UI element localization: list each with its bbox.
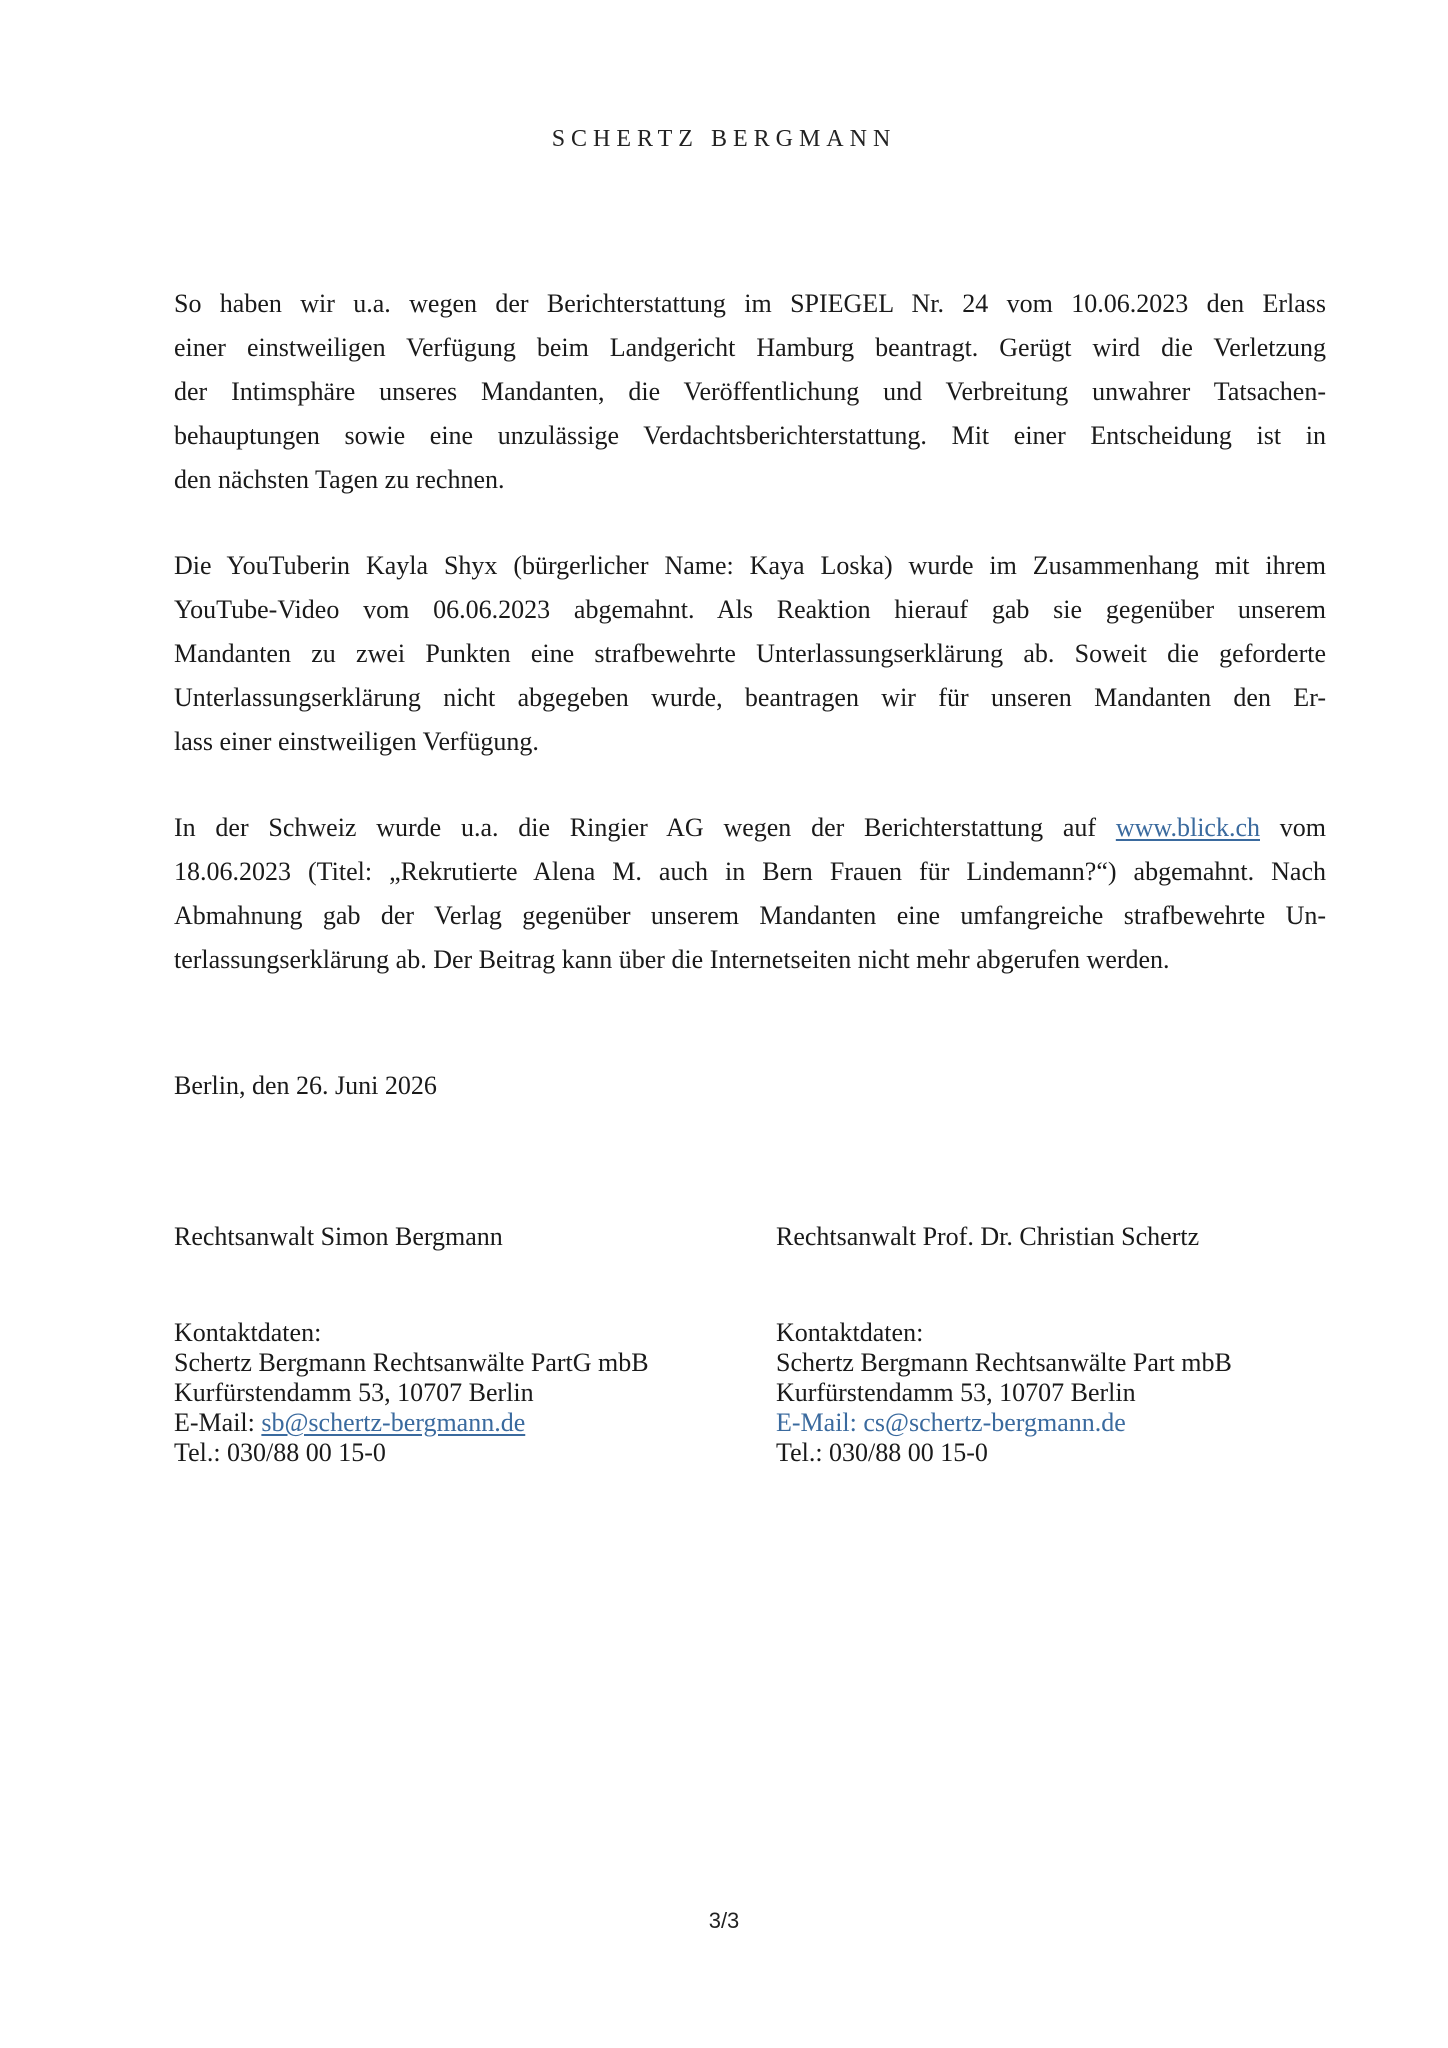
address: Kurfürstendamm 53, 10707 Berlin bbox=[776, 1378, 1136, 1407]
contact-label: Kontaktdaten: bbox=[174, 1318, 322, 1347]
text-line: So haben wir u.a. wegen der Berichterstattung im SPIEGEL Nr. 24 vom 10.06.2023 den Erlass bbox=[174, 289, 1326, 318]
signature-schertz: Rechtsanwalt Prof. Dr. Christian Schertz bbox=[776, 1222, 1200, 1251]
address: Kurfürstendamm 53, 10707 Berlin bbox=[174, 1378, 534, 1407]
text-segment: vom bbox=[1260, 813, 1326, 842]
text-line: behauptungen sowie eine unzulässige Verdachtsberichterstattung. Mit einer Entscheidung ist in bbox=[174, 421, 1326, 450]
text-line: Unterlassungserklärung nicht abgegeben wurde, beantragen wir für unseren Mandanten den Er- bbox=[174, 683, 1326, 712]
letterhead: SCHERTZ BERGMANN bbox=[551, 126, 897, 152]
text-line: terlassungserklärung ab. Der Beitrag kann über die Internetseiten nicht mehr abgerufen werden. bbox=[174, 945, 1170, 974]
paragraph-schweiz bbox=[174, 806, 1326, 982]
paragraph-youtuber bbox=[174, 544, 1326, 764]
phone: Tel.: 030/88 00 15-0 bbox=[174, 1438, 386, 1467]
phone: Tel.: 030/88 00 15-0 bbox=[776, 1438, 988, 1467]
email-row bbox=[174, 1408, 649, 1438]
text-line: den nächsten Tagen zu rechnen. bbox=[174, 465, 505, 494]
signature-bergmann: Rechtsanwalt Simon Bergmann bbox=[174, 1222, 503, 1251]
contact-block-schertz bbox=[776, 1318, 1232, 1468]
firm-name: Schertz Bergmann Rechtsanwälte PartG mbB bbox=[174, 1348, 649, 1377]
text-line: einer einstweiligen Verfügung beim Landgericht Hamburg beantragt. Gerügt wird die Verletzung bbox=[174, 333, 1326, 362]
email-label: E-Mail: bbox=[174, 1408, 262, 1437]
text-line: Abmahnung gab der Verlag gegenüber unserem Mandanten eine umfangreiche strafbewehrte Un- bbox=[174, 901, 1326, 930]
page-number: 3/3 bbox=[708, 1908, 740, 1933]
text-line bbox=[174, 806, 1326, 850]
text-line: Die YouTuberin Kayla Shyx (bürgerlicher Name: Kaya Loska) wurde im Zusammenhang mit ihrem bbox=[174, 551, 1326, 580]
email-row[interactable] bbox=[776, 1408, 1232, 1438]
text-line: Mandanten zu zwei Punkten eine strafbewehrte Unterlassungserklärung ab. Soweit die geforderte bbox=[174, 639, 1326, 668]
paragraph-spiegel bbox=[174, 282, 1326, 502]
email-link-schertz[interactable]: cs@schertz-bergmann.de bbox=[863, 1408, 1126, 1437]
text-line: der Intimsphäre unseres Mandanten, die Veröffentlichung und Verbreitung unwahrer Tatsachen- bbox=[174, 377, 1326, 406]
text-segment: In der Schweiz wurde u.a. die Ringier AG wegen der Berichterstattung auf bbox=[174, 813, 1116, 842]
firm-name: Schertz Bergmann Rechtsanwälte Part mbB bbox=[776, 1348, 1232, 1377]
text-line: 18.06.2023 (Titel: „Rekrutierte Alena M. auch in Bern Frauen für Lindemann?“) abgemahnt. Nach bbox=[174, 857, 1326, 886]
email-label: E-Mail: bbox=[776, 1408, 864, 1437]
place-date: Berlin, den 26. Juni 2026 bbox=[174, 1071, 437, 1100]
contact-label: Kontaktdaten: bbox=[776, 1318, 924, 1347]
blick-link[interactable]: www.blick.ch bbox=[1115, 813, 1260, 842]
contact-block-bergmann bbox=[174, 1318, 649, 1468]
text-line: lass einer einstweiligen Verfügung. bbox=[174, 727, 539, 756]
email-link-bergmann[interactable]: sb@schertz-bergmann.de bbox=[261, 1408, 526, 1437]
text-line: YouTube-Video vom 06.06.2023 abgemahnt. Als Reaktion hierauf gab sie gegenüber unserem bbox=[174, 595, 1326, 624]
